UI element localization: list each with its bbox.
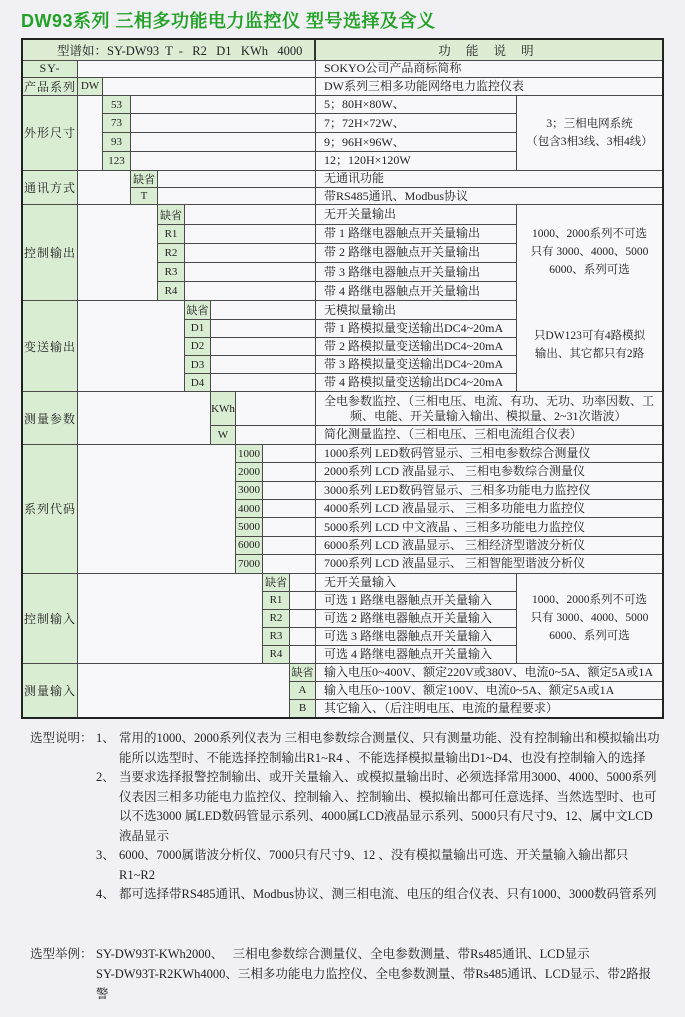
section-outputs-group — [23, 204, 662, 391]
note-item — [96, 729, 660, 768]
spacer-cell — [211, 356, 316, 373]
spacer-cell — [263, 482, 316, 499]
spacer-cell — [131, 96, 316, 114]
note-line: 6000、系列可选 — [549, 630, 630, 643]
selection-examples-label: 选型举例： — [30, 947, 93, 961]
spacer-cell — [263, 463, 316, 480]
code-cell: 2000 — [236, 463, 263, 480]
desc-cell: 7000系列 LCD 液晶显示、 三相智能型谐波分析仪 — [324, 556, 586, 571]
desc-cell: SOKYO公司产品商标简称 — [324, 61, 462, 76]
note-item — [96, 846, 660, 885]
category-label: 测量参数 — [23, 392, 78, 443]
code-cell: 缺省 — [185, 301, 211, 318]
desc-cell: 可选 3 路继电器触点开关量输入 — [324, 628, 493, 643]
note-line: 1000、2000系列不可选 — [532, 594, 647, 607]
spacer-cell — [158, 171, 316, 187]
note-line: （包含3相3线、3相4线） — [526, 135, 653, 148]
spacer-cell — [78, 171, 131, 205]
note-line: 只有 3000、4000、5000 — [530, 245, 649, 258]
spacer-cell — [78, 205, 158, 300]
desc-cell: 1000系列 LED数码管显示、三相电参数综合测量仪 — [324, 446, 591, 461]
category-label: 外形尺寸 — [23, 96, 78, 170]
code-cell: D2 — [185, 338, 211, 355]
code-cell: R3 — [263, 628, 290, 645]
desc-cell: 5000系列 LCD 中文液晶 、三相多功能电力监控仪 — [324, 519, 586, 534]
code-cell: 4000 — [236, 500, 263, 517]
note-item-number: 3、 — [96, 848, 115, 862]
spacer-cell — [131, 114, 316, 132]
desc-cell: 2000系列 LCD 液晶显示、 三相电参数综合测量仪 — [324, 464, 586, 479]
code-cell: 缺省 — [158, 205, 185, 223]
spacer-cell — [103, 78, 316, 95]
code-cell: 1000 — [236, 445, 263, 462]
desc-cell: 全电参数监控、（三相电压、电流、有功、无功、功率因数、工频、电能、开关量输入输出、模拟量、2~31次谐波） — [324, 394, 655, 424]
section-communication — [23, 170, 662, 205]
spacer-cell — [263, 555, 316, 572]
section-analog-output — [23, 300, 516, 391]
code-cell: 5000 — [236, 518, 263, 535]
example-item: SY-DW93T-R2KWh4000、三相多功能电力监控仪、全电参数测量、带Rs485通讯、LCD显示、带2路报警 — [96, 967, 652, 1001]
code-cell: R2 — [158, 244, 185, 262]
page-title: DW93系列 三相多功能电力监控仪 型号选择及含义 — [21, 11, 436, 31]
desc-cell: 带 1 路继电器触点开关量输出 — [324, 226, 481, 241]
spacer-cell — [78, 96, 103, 170]
note-line: 6000、系列可选 — [549, 263, 630, 276]
spacer-cell — [211, 320, 316, 337]
code-cell: R4 — [263, 646, 290, 663]
spacer-cell — [290, 628, 316, 645]
section-series-code — [23, 444, 662, 573]
category-label: 控制输出 — [23, 205, 78, 300]
code-cell: D3 — [185, 356, 211, 373]
desc-cell: 4000系列 LCD 液晶显示、 三相多功能电力监控仪 — [324, 501, 586, 516]
spacer-cell — [263, 537, 316, 554]
spacer-cell — [78, 392, 211, 443]
code-cell: T — [131, 188, 158, 204]
section-product-series — [23, 77, 662, 95]
desc-cell: 其它输入、（后注明电压、电流的量程要求） — [324, 700, 559, 715]
desc-cell: 带 1 路模拟量变送输出DC4~20mA — [324, 320, 504, 335]
spacer-cell — [290, 574, 316, 591]
note-item-text: 6000、7000属谐波分析仪、7000只有尺寸9、12 、没有模拟量输出可选、开关量输入输出都只R1~R2 — [119, 848, 629, 882]
code-cell: B — [290, 700, 316, 717]
desc-cell: 7；72H×72W、 — [324, 115, 405, 130]
spacer-cell — [211, 338, 316, 355]
spacer-cell — [131, 152, 316, 170]
desc-cell: 12；120H×120W — [324, 153, 411, 168]
desc-cell: 输入电压0~400V、额定220V或380V、电流0~5A、额定5A或1A — [324, 664, 653, 679]
desc-cell: 3000系列 LED数码管显示、三相多功能电力监控仪 — [324, 482, 591, 497]
spacer-cell — [290, 646, 316, 663]
example-item: SY-DW93T-KWh2000、 三相电参数综合测量仪、全电参数测量、带Rs485通讯、LCD显示 — [96, 947, 590, 961]
spacer-cell — [236, 426, 316, 444]
spacer-cell — [185, 263, 316, 281]
spacer-cell — [131, 133, 316, 151]
desc-cell: 可选 1 路继电器触点开关量输入 — [324, 592, 493, 607]
desc-cell: 9；96H×96W、 — [324, 134, 405, 149]
code-cell: 73 — [103, 114, 131, 132]
table-header-row — [23, 40, 662, 60]
code-cell: 缺省 — [131, 171, 158, 187]
spacer-cell — [78, 664, 290, 717]
spacer-cell — [263, 500, 316, 517]
desc-cell: DW系列三相多功能网络电力监控仪表 — [324, 78, 524, 93]
desc-cell: 带 2 路模拟量变送输出DC4~20mA — [324, 338, 504, 353]
code-cell: 缺省 — [263, 574, 290, 591]
note-cell-outputs — [516, 205, 662, 391]
desc-cell: 无模拟量输出 — [324, 302, 397, 317]
category-label: 控制输入 — [23, 574, 78, 663]
spacer-cell — [211, 374, 316, 391]
note-control-output — [517, 205, 662, 298]
desc-cell: 带 3 路模拟量变送输出DC4~20mA — [324, 357, 504, 372]
spacer-cell — [290, 610, 316, 627]
code-cell: D1 — [185, 320, 211, 337]
code-cell: D4 — [185, 374, 211, 391]
desc-cell: 无开关量输出 — [324, 207, 397, 222]
spacer-cell — [185, 225, 316, 243]
code-cell: W — [211, 426, 236, 444]
note-line: 3；三相电网系统 — [546, 117, 633, 130]
section-dimensions — [23, 95, 662, 170]
spacer-cell — [211, 301, 316, 318]
note-cell-grid-system — [516, 96, 662, 170]
category-label: SY- — [23, 61, 78, 77]
spacer-cell — [290, 592, 316, 609]
note-cell-control-input — [516, 574, 662, 663]
desc-cell: 带RS485通讯、Modbus协议 — [324, 188, 469, 203]
model-spectrum-header: 型谱如：SY-DW93 T - R2 D1 KWh 4000 — [23, 40, 316, 60]
desc-cell: 无开关量输入 — [324, 574, 397, 589]
desc-cell: 输入电压0~100V、额定100V、电流0~5A、额定5A或1A — [324, 682, 615, 697]
category-label: 变送输出 — [23, 301, 78, 391]
spacer-cell — [263, 518, 316, 535]
code-cell: KWh — [211, 392, 236, 424]
code-cell: 93 — [103, 133, 131, 151]
code-cell: R1 — [158, 225, 185, 243]
section-brand-prefix — [23, 60, 662, 77]
selection-examples — [30, 944, 662, 1004]
desc-cell: 带 4 路继电器触点开关量输出 — [324, 283, 481, 298]
category-label: 系列代码 — [23, 445, 78, 573]
desc-cell: 6000系列 LCD 液晶显示、 三相经济型谐波分析仪 — [324, 537, 586, 552]
spacer-cell — [185, 205, 316, 223]
note-line: 1000、2000系列不可选 — [532, 227, 647, 240]
category-label: 产品系列 — [23, 79, 76, 94]
spacer-cell — [78, 574, 263, 663]
note-line: 只DW123可有4路模拟 — [533, 329, 646, 342]
desc-cell: 带 3 路继电器触点开关量输出 — [324, 264, 481, 279]
note-item-number: 1、 — [96, 731, 115, 745]
note-analog-output — [517, 298, 662, 391]
desc-cell: 可选 4 路继电器触点开关量输入 — [324, 646, 493, 661]
section-control-output — [23, 205, 516, 300]
desc-cell: 简化测量监控、（三相电压、三相电流组合仪表） — [324, 427, 583, 442]
note-item — [96, 885, 660, 905]
selection-notes-label: 选型说明： — [30, 731, 93, 745]
note-item — [96, 768, 660, 846]
spacer-cell — [185, 282, 316, 300]
spacer-cell — [185, 244, 316, 262]
note-line: 只有 3000、4000、5000 — [530, 612, 649, 625]
desc-cell: 5；80H×80W、 — [324, 97, 405, 111]
spacer-cell — [236, 392, 316, 424]
note-item-text: 都可选择带RS485通讯、Modbus协议、测三相电流、电压的组合仪表、只有1000、3000数码管系列 — [119, 887, 657, 901]
code-cell: R2 — [263, 610, 290, 627]
desc-cell: 可选 2 路继电器触点开关量输入 — [324, 610, 493, 625]
code-cell: 6000 — [236, 537, 263, 554]
section-control-input — [23, 573, 662, 663]
function-description-header: 功 能 说 明 — [438, 43, 540, 58]
code-cell: 7000 — [236, 555, 263, 572]
spacer-cell — [263, 445, 316, 462]
code-cell: DW — [78, 78, 103, 95]
code-cell: 缺省 — [290, 664, 316, 681]
code-cell: A — [290, 682, 316, 699]
note-item-text: 常用的1000、2000系列仪表为 三相电参数综合测量仪、只有测量功能、没有控制输出和模拟输出功能所以选型时、不能选择控制输出R1~R4 、不能选择模拟量输出D1~D4、也没有控制输入的选择 — [119, 731, 660, 765]
model-selection-table — [21, 38, 664, 719]
spacer-cell — [158, 188, 316, 204]
code-cell: 53 — [103, 96, 131, 114]
code-cell: 3000 — [236, 482, 263, 499]
note-line: 输出、其它都只有2路 — [534, 347, 645, 360]
selection-notes — [30, 729, 660, 905]
category-label: 测量输入 — [23, 664, 78, 717]
desc-cell: 带 4 路模拟量变送输出DC4~20mA — [324, 375, 504, 390]
note-item-number: 2、 — [96, 770, 115, 784]
note-item-text: 当要求选择报警控制输出、或开关量输入、或模拟量输出时、必须选择常用3000、4000、5000系列仪表因三相多功能电力监控仪、控制输入、控制输出、模拟输出都可任意选择、当然选型时、也可以不选3000 属LED数码管显示系列、4000属LCD液晶显示系列、5000只有尺寸9、12、属中文LCD液晶显示 — [119, 770, 657, 843]
note-item-number: 4、 — [96, 887, 115, 901]
desc-cell: 带 2 路继电器触点开关量输出 — [324, 245, 481, 260]
spacer-cell — [78, 61, 316, 77]
desc-cell: 无通讯功能 — [324, 171, 385, 186]
category-label: 通讯方式 — [23, 171, 78, 205]
section-measure-input — [23, 663, 662, 717]
section-measured-parameters — [23, 391, 662, 443]
spacer-cell — [78, 445, 236, 573]
code-cell: R3 — [158, 263, 185, 281]
code-cell: R1 — [263, 592, 290, 609]
spacer-cell — [78, 301, 185, 391]
code-cell: R4 — [158, 282, 185, 300]
code-cell: 123 — [103, 152, 131, 170]
